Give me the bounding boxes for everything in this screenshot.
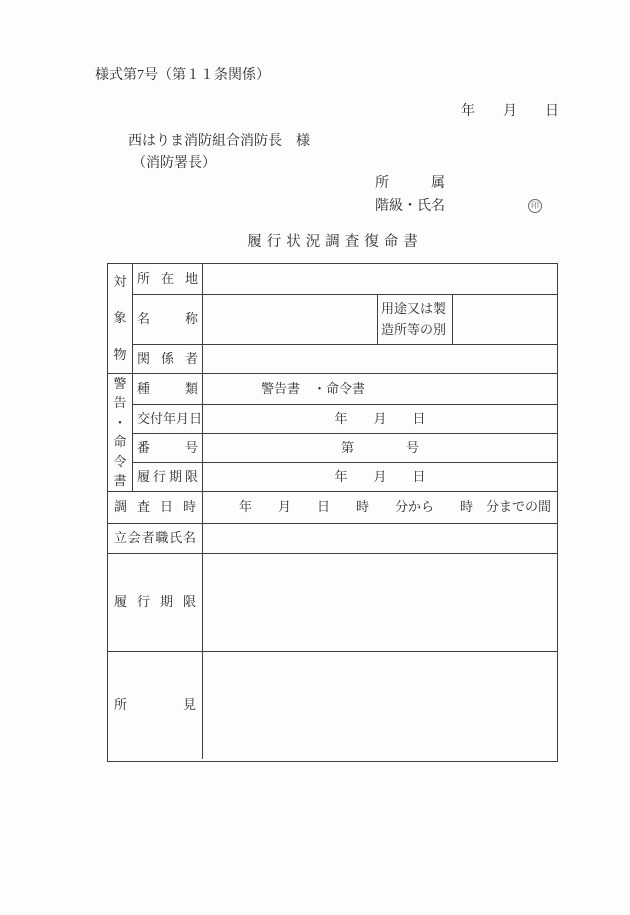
location-row: [133, 264, 557, 294]
performance-deadline-row: [108, 553, 557, 651]
survey-datetime-row: [108, 491, 557, 523]
use-type-label: 用途又は製造所等の別: [378, 295, 453, 344]
findings-label: 所 見: [108, 652, 203, 759]
compliance-deadline-label: 履 行 期 限: [133, 463, 203, 491]
findings-value-cell: [203, 652, 557, 759]
related-person-value-cell: [203, 345, 557, 373]
doc-kind-value: 警告書 ・命令書: [261, 380, 366, 396]
use-type-value-cell: [453, 295, 557, 344]
related-person-label: 関 係 者: [133, 345, 203, 373]
rank-name-label: 階級・氏名: [375, 199, 445, 214]
compliance-deadline-row: [133, 462, 557, 491]
performance-deadline-value-cell: [203, 554, 557, 651]
group-label-warning-order: 警 告 ・ 命 令 書: [108, 374, 133, 491]
survey-datetime-label: 調 査 日 時: [108, 492, 203, 523]
witness-label: 立 会 者 職 氏 名: [108, 524, 203, 553]
related-person-row: [133, 344, 557, 373]
page-title: 履行状況調査復命書: [247, 234, 423, 250]
performance-deadline-label: 履 行 期 限: [108, 554, 203, 651]
group-label-target-object: 対 象 物: [108, 264, 133, 373]
findings-row: [108, 651, 557, 759]
location-label: 所 在 地: [133, 264, 203, 294]
seal-mark-text: 印: [531, 201, 539, 210]
addressee-sub: （消防署長）: [132, 156, 216, 171]
seal-mark-icon: [528, 199, 542, 213]
witness-value-cell: [203, 524, 557, 553]
report-table: [107, 263, 558, 762]
doc-number-label: 番 号: [133, 434, 203, 462]
doc-number-value: 第 号: [340, 440, 419, 456]
survey-datetime-value: 年 月 日 時 分から 時 分までの間: [238, 499, 551, 515]
target-object-section: [108, 264, 557, 373]
compliance-deadline-value: 年 月 日: [334, 468, 426, 484]
name-row: [133, 294, 557, 344]
doc-number-row: [133, 433, 557, 462]
issue-date-row: [133, 404, 557, 434]
doc-kind-label: 種 類: [133, 374, 203, 404]
issue-date-label: 交 付 年 月 日: [133, 405, 203, 434]
doc-kind-row: [133, 374, 557, 404]
name-label: 名 称: [133, 295, 203, 344]
warning-order-section: [108, 373, 557, 491]
affiliation-label: 所 属: [375, 176, 445, 191]
name-value-cell: [203, 295, 378, 344]
date-line: 年 月 日: [461, 104, 559, 119]
form-number: 様式第7号（第１１条関係）: [95, 68, 270, 83]
addressee: 西はりま消防組合消防長 様: [128, 134, 310, 149]
witness-row: [108, 523, 557, 553]
issue-date-value: 年 月 日: [334, 410, 426, 426]
location-value-cell: [203, 264, 557, 294]
